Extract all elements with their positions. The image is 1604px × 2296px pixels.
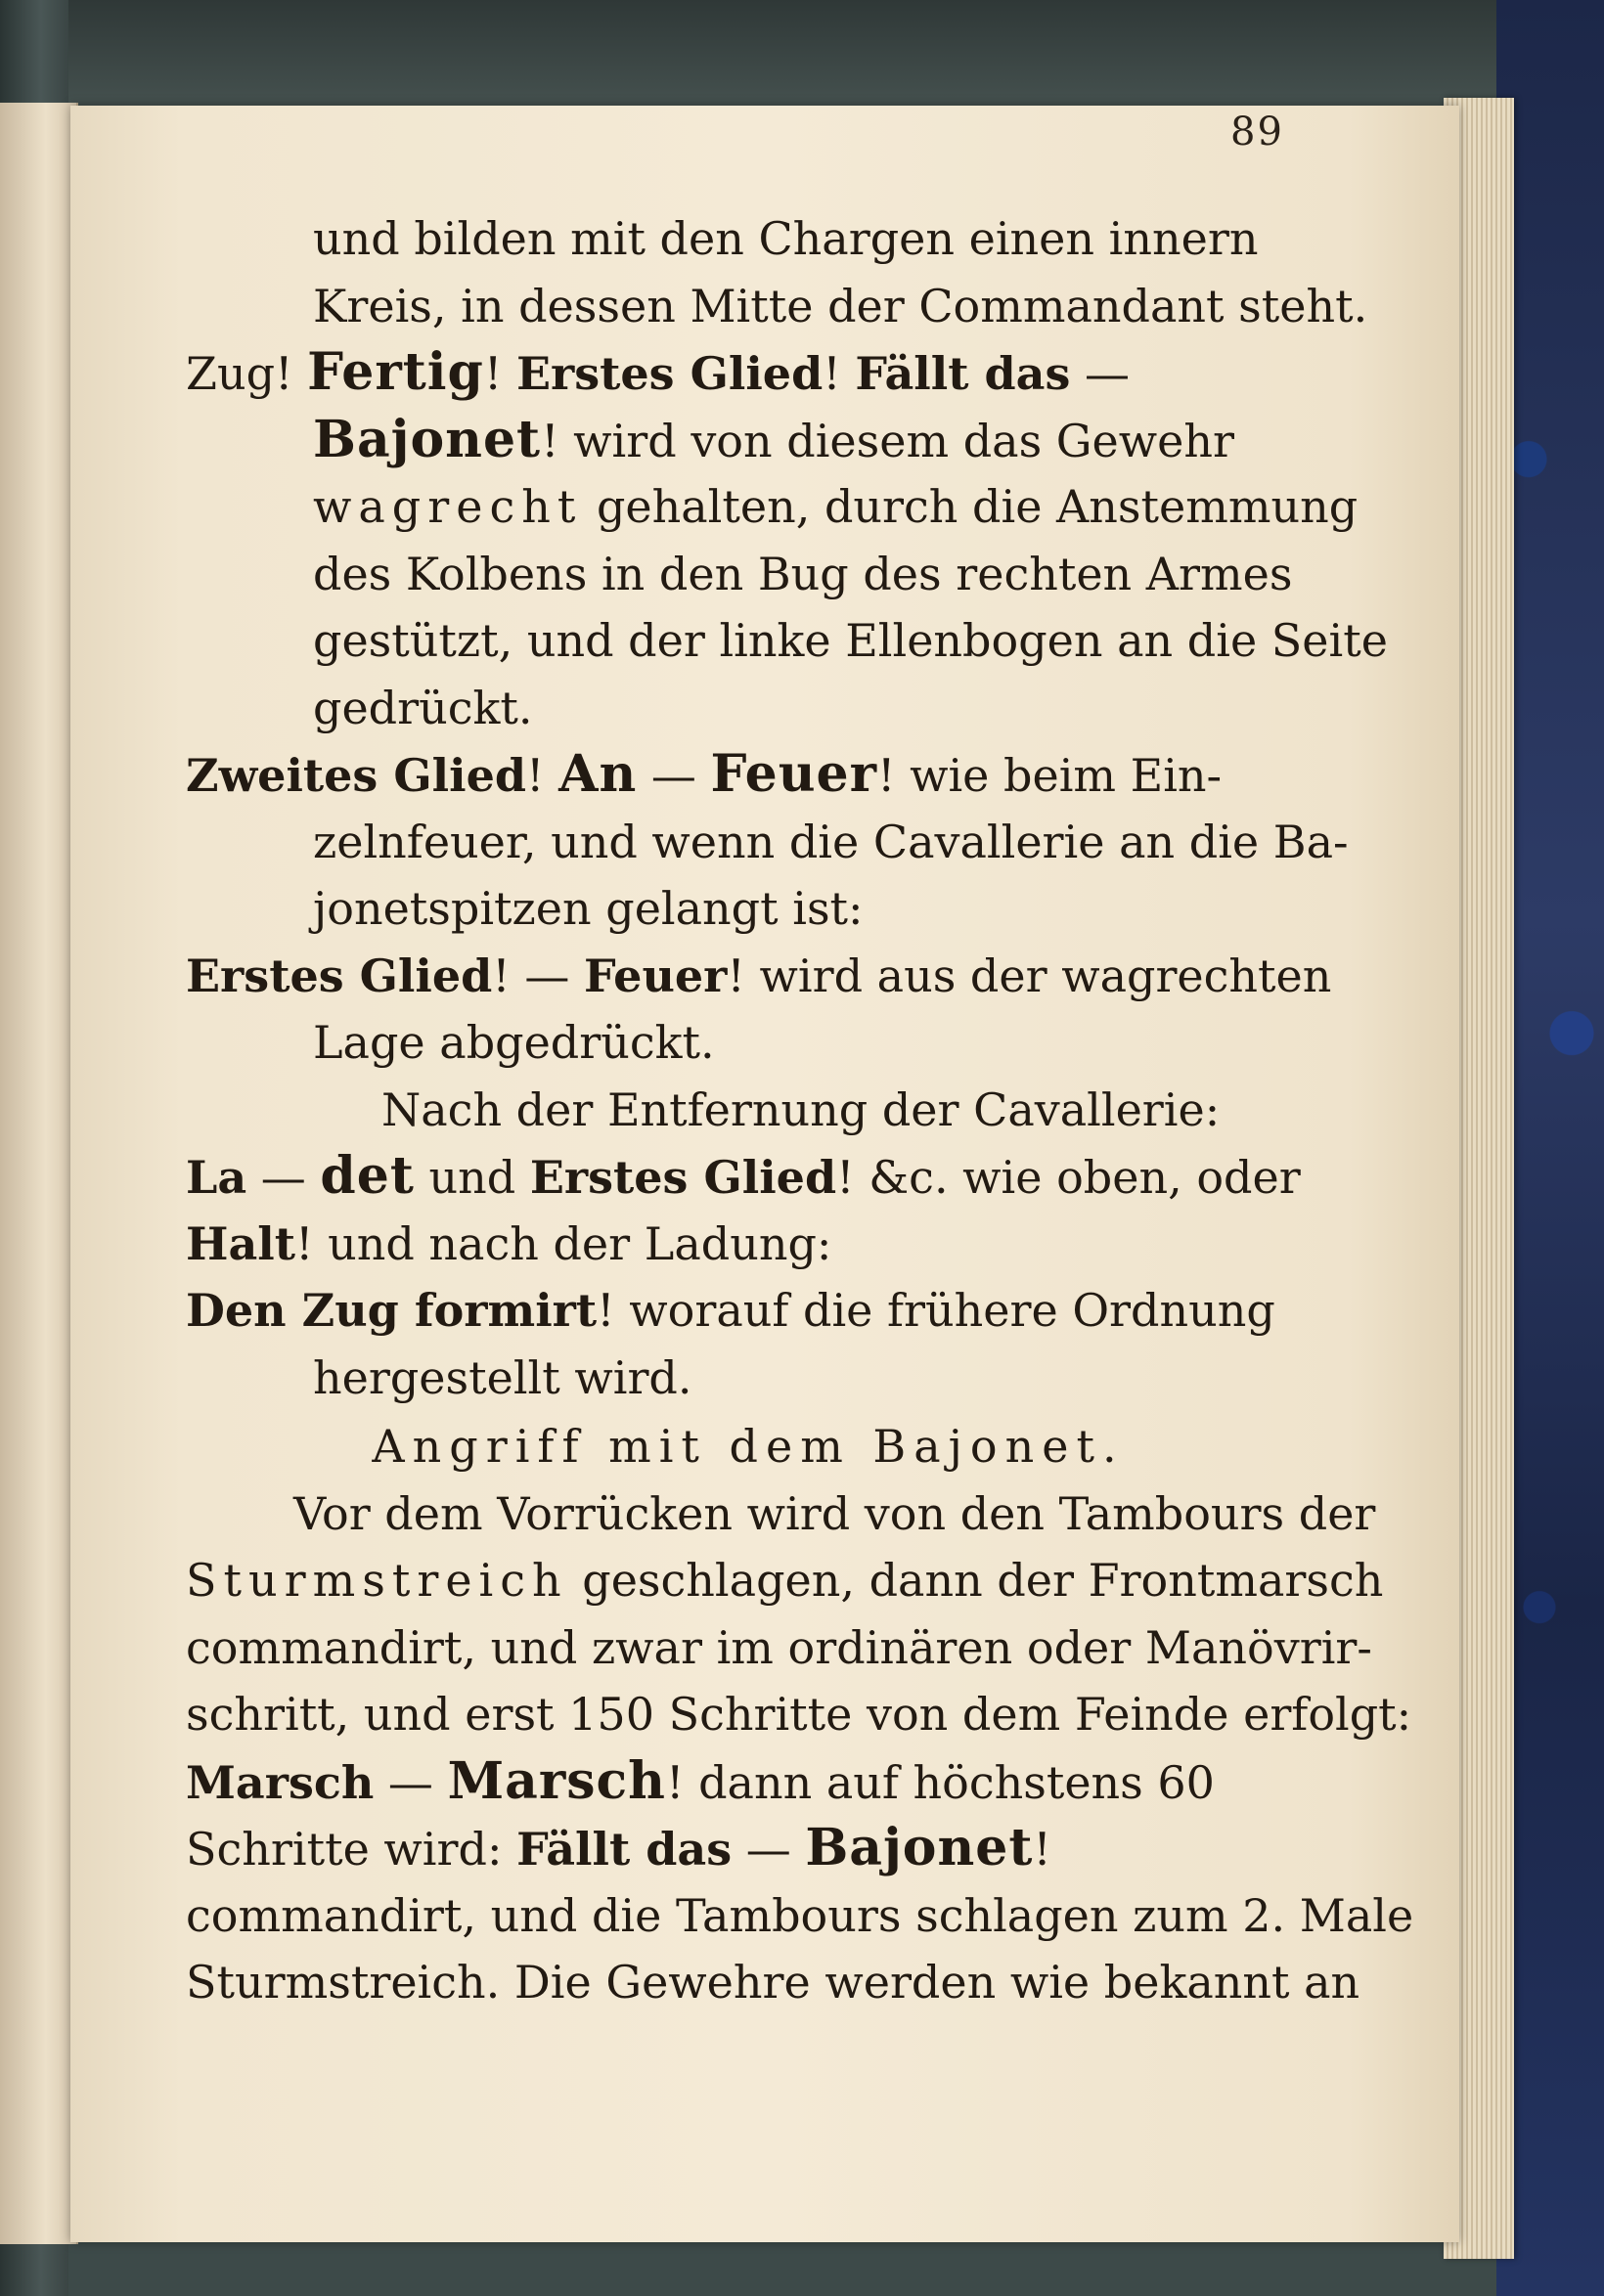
command-word: Feuer bbox=[584, 949, 728, 1002]
text-run: — bbox=[1070, 347, 1131, 400]
text-line bbox=[186, 875, 1311, 943]
text-run: Vor dem Vorrücken wird von den Tambours der bbox=[293, 1486, 1376, 1540]
text-run: geschlagen, dann der Frontmarsch bbox=[567, 1554, 1384, 1607]
command-word: det bbox=[320, 1146, 415, 1206]
text-run: schritt, und erst 150 Schritte von dem Feinde erfolgt: bbox=[186, 1688, 1412, 1741]
text-run: wagrecht bbox=[313, 480, 583, 533]
text-line bbox=[186, 1143, 1311, 1211]
command-word: An bbox=[558, 744, 638, 804]
text-run: — bbox=[246, 1151, 321, 1204]
text-line bbox=[186, 675, 1311, 742]
text-run: ! &c. wie oben, oder bbox=[836, 1151, 1301, 1204]
page-text bbox=[186, 205, 1414, 2016]
command-word: Bajonet bbox=[805, 1818, 1034, 1877]
command-word: Marsch bbox=[186, 1755, 375, 1809]
command-word: Fällt das bbox=[516, 1823, 733, 1876]
heading-text: Angriff mit dem Bajonet. bbox=[372, 1420, 1125, 1473]
command-word: Den Zug formirt bbox=[186, 1284, 598, 1337]
text-line bbox=[186, 1681, 1412, 1748]
text-run: ! dann auf höchstens 60 bbox=[665, 1755, 1215, 1809]
command-word: Fällt das bbox=[855, 347, 1071, 400]
text-run: Lage abgedrückt. bbox=[313, 1016, 715, 1069]
text-line bbox=[186, 1815, 1311, 1882]
text-run: ! bbox=[526, 749, 559, 802]
text-line bbox=[186, 473, 1359, 541]
text-line bbox=[186, 607, 1388, 675]
text-run: gehalten, durch die Anstemmung bbox=[582, 480, 1359, 533]
command-word: Halt bbox=[186, 1216, 295, 1270]
command-word: Bajonet bbox=[313, 409, 542, 469]
command-word: Marsch bbox=[447, 1750, 666, 1811]
text-line bbox=[186, 809, 1349, 876]
text-run: ! wie beim Ein- bbox=[876, 749, 1223, 802]
facing-page-edge bbox=[0, 103, 78, 2244]
command-word: Erstes Glied bbox=[515, 347, 824, 400]
text-run: — bbox=[637, 749, 711, 802]
text-line bbox=[186, 1614, 1372, 1682]
text-line bbox=[186, 741, 1311, 809]
text-line bbox=[186, 1077, 1311, 1144]
text-line bbox=[186, 1345, 1311, 1412]
command-word: Zweites Glied bbox=[186, 749, 527, 802]
text-run: — bbox=[374, 1755, 448, 1809]
text-run: hergestellt wird. bbox=[313, 1350, 692, 1404]
text-line bbox=[186, 1882, 1414, 1950]
command-word: Erstes Glied bbox=[529, 1151, 837, 1204]
text-run: und bilden mit den Chargen einen innern bbox=[313, 212, 1259, 265]
text-line bbox=[186, 1277, 1311, 1345]
text-line bbox=[186, 1009, 1311, 1077]
text-run: Sturmstreich. Die Gewehre werden wie bekannt an bbox=[186, 1956, 1360, 2009]
text-run: jonetspitzen gelangt ist: bbox=[313, 882, 864, 935]
text-run: ! und nach der Ladung: bbox=[295, 1216, 832, 1270]
text-line bbox=[186, 1748, 1311, 1816]
text-line bbox=[186, 205, 1311, 273]
text-run: des Kolbens in den Bug des rechten Armes bbox=[313, 547, 1293, 600]
text-run: Nach der Entfernung der Cavallerie: bbox=[381, 1082, 1221, 1136]
text-run: Schritte wird: bbox=[186, 1823, 517, 1876]
text-run: ! worauf die frühere Ordnung bbox=[597, 1284, 1275, 1337]
section-heading bbox=[186, 1411, 1311, 1480]
text-run: ! bbox=[823, 347, 856, 400]
text-line bbox=[186, 273, 1368, 340]
text-line bbox=[186, 1949, 1360, 2016]
text-run: ! wird von diesem das Gewehr bbox=[541, 414, 1234, 467]
text-line bbox=[186, 943, 1332, 1010]
text-run: gedrückt. bbox=[313, 681, 533, 734]
text-line bbox=[186, 1547, 1384, 1614]
command-word: Fertig bbox=[307, 342, 484, 402]
text-line bbox=[186, 1480, 1376, 1548]
text-run: gestützt, und der linke Ellenbogen an die Seite bbox=[313, 614, 1388, 667]
text-run: — bbox=[732, 1823, 806, 1876]
text-run: Zug! bbox=[186, 347, 308, 400]
command-word: Feuer bbox=[710, 744, 877, 804]
book-cover-top bbox=[0, 0, 1604, 108]
text-run: ! bbox=[483, 347, 516, 400]
text-line bbox=[186, 1211, 1311, 1278]
command-word: La bbox=[186, 1151, 247, 1204]
text-run: commandirt, und die Tambours schlagen zum 2. Male bbox=[186, 1888, 1414, 1942]
text-line bbox=[186, 407, 1311, 474]
text-line bbox=[186, 541, 1311, 608]
text-run: ! bbox=[1033, 1823, 1051, 1876]
text-run: Sturmstreich bbox=[186, 1554, 568, 1607]
page-number: 89 bbox=[1230, 110, 1284, 155]
text-run: zelnfeuer, und wenn die Cavallerie an die Ba- bbox=[313, 815, 1349, 868]
text-line bbox=[186, 339, 1311, 407]
text-run: ! — bbox=[492, 949, 585, 1002]
text-run: Kreis, in dessen Mitte der Commandant steht. bbox=[313, 279, 1368, 332]
text-run: commandirt, und zwar im ordinären oder Manövrir- bbox=[186, 1620, 1372, 1674]
text-run: ! wird aus der wagrechten bbox=[727, 949, 1332, 1002]
command-word: Erstes Glied bbox=[186, 949, 493, 1002]
text-run: und bbox=[414, 1151, 530, 1204]
